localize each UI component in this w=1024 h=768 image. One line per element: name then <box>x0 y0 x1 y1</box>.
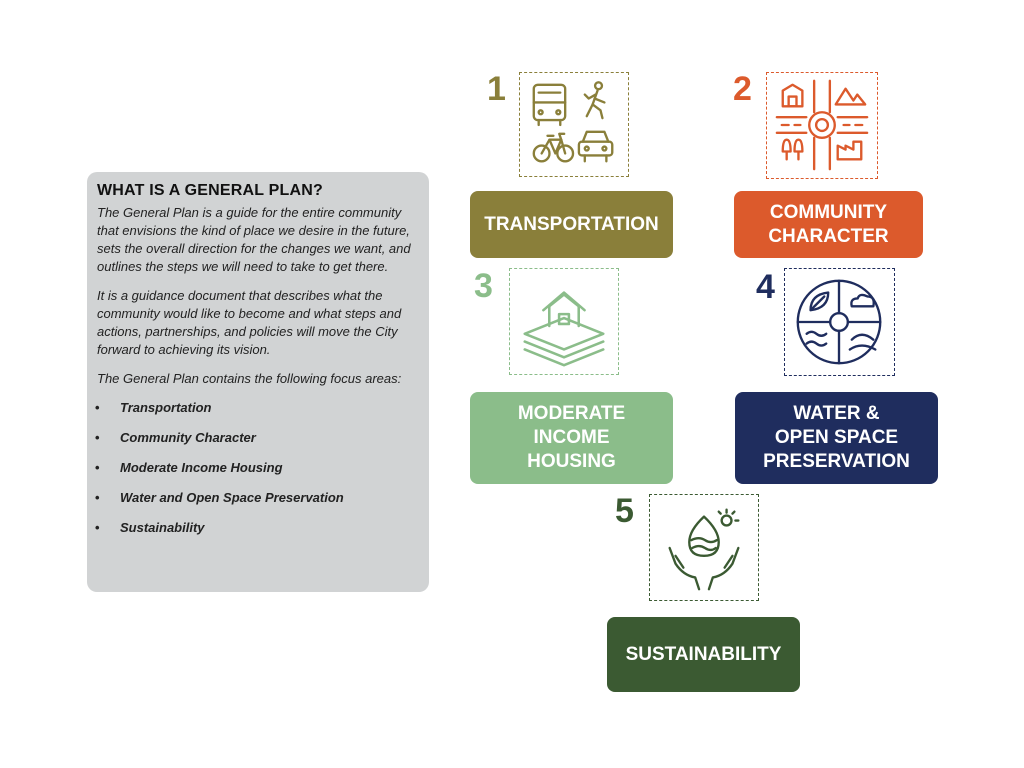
hands-earth-icon <box>649 494 759 601</box>
area-4-number: 4 <box>756 268 775 306</box>
area-3-label-text: MODERATE INCOME HOUSING <box>517 403 626 472</box>
area-2-number: 2 <box>733 70 752 108</box>
focus-area-list <box>97 399 419 549</box>
info-paragraph-1: The General Plan is a guide for the entire community that envisions the kind of place we desire in the future, sets the overall direction for the changes we want, and outlines the steps we will need to take to get there. <box>97 205 411 274</box>
list-item: • Sustainability <box>97 519 419 549</box>
area-1-number: 1 <box>487 70 506 108</box>
area-5-number: 5 <box>615 492 634 530</box>
list-item: • Moderate Income Housing <box>97 459 419 489</box>
area-1-label <box>470 191 673 258</box>
list-item: • Community Character <box>97 429 419 459</box>
house-layers-icon <box>509 268 619 375</box>
area-4-label <box>735 392 938 484</box>
area-4-label-text: WATER & OPEN SPACE PRESERVATION <box>763 403 910 472</box>
transportation-icon <box>519 72 629 177</box>
area-5-label <box>607 617 800 692</box>
area-3-number: 3 <box>474 267 493 305</box>
area-2-label-text: COMMUNITY CHARACTER <box>768 201 889 247</box>
list-item: • Water and Open Space Preservation <box>97 489 419 519</box>
info-paragraph-2: It is a guidance document that describes what the community would like to become and what steps and actions, partnerships, and policies will move the City forward to achieving its vision. <box>97 288 402 357</box>
area-2-label <box>734 191 923 258</box>
area-5-label-text: SUSTAINABILITY <box>625 643 782 665</box>
info-paragraph-3: The General Plan contains the following focus areas: <box>97 371 402 386</box>
list-item: • Transportation <box>97 399 419 429</box>
area-1-label-text: TRANSPORTATION <box>484 213 659 235</box>
water-open-space-icon <box>784 268 895 376</box>
info-panel <box>87 172 429 592</box>
info-title: WHAT IS A GENERAL PLAN? <box>97 182 323 199</box>
area-3-label <box>470 392 673 484</box>
community-roundabout-icon <box>766 72 878 179</box>
